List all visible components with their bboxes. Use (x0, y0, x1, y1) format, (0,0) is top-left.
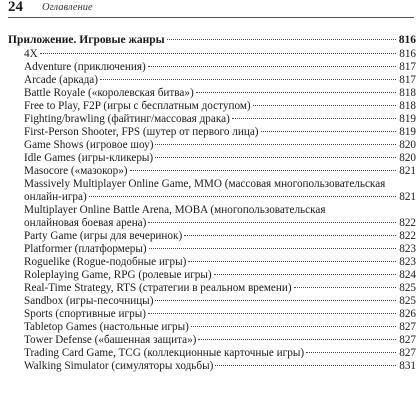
toc-entry-page: 831 (399, 360, 416, 372)
toc-entry (8, 308, 416, 321)
toc-entries (8, 48, 416, 373)
leader-dots (294, 287, 397, 288)
toc-entry-label: Tabletop Games (настольные игры) (24, 321, 189, 333)
toc-entry-label: Game Shows (игровое шоу) (24, 139, 154, 151)
toc-entry-page: 822 (399, 217, 416, 229)
toc-entry-page: 827 (399, 321, 416, 333)
toc-entry (8, 269, 416, 282)
toc-entry (8, 347, 416, 360)
toc-entry-label: Fighting/brawling (файтинг/массовая драка) (24, 113, 230, 125)
toc-entry-label: Party Game (игры для вечеринок) (24, 230, 183, 242)
toc-section-page: 816 (398, 34, 416, 46)
toc-entry (8, 256, 416, 269)
page-number: 24 (8, 0, 23, 15)
running-title: Оглавление (42, 2, 93, 13)
leader-dots (214, 274, 397, 275)
toc-entry (8, 139, 416, 152)
toc-entry-label: Sandbox (игры-песочницы) (24, 295, 154, 307)
leader-dots (100, 79, 396, 80)
leader-dots (155, 300, 396, 301)
leader-dots (89, 196, 397, 197)
toc-entry (8, 87, 416, 100)
leader-dots (148, 222, 396, 223)
leader-dots (306, 352, 396, 353)
leader-dots (253, 105, 397, 106)
toc-entry-page: 818 (399, 100, 416, 112)
toc-entry (8, 334, 416, 347)
toc-entry-page: 825 (399, 295, 416, 307)
toc-entry-page: 827 (399, 334, 416, 346)
toc-entry (8, 113, 416, 126)
toc-entry-label: Free to Play, F2P (игры с бесплатным доступом) (24, 100, 251, 112)
toc-entry-label: Tower Defense («башенная защита») (24, 334, 197, 346)
toc-entry-page: 817 (399, 61, 416, 73)
toc-entry (8, 295, 416, 308)
toc-entry-page: 827 (399, 347, 416, 359)
leader-dots (149, 248, 397, 249)
toc-entry (8, 178, 416, 204)
toc-entry-label-line2: онлайн-игра) (24, 191, 87, 203)
leader-dots (196, 92, 397, 93)
toc-entry-label: Sports (спортивные игры) (24, 308, 146, 320)
leader-dots (40, 53, 397, 54)
toc-entry-label-line2: онлайновая боевая арена) (24, 217, 147, 229)
page-header (8, 0, 414, 18)
toc-entry-page: 822 (399, 230, 416, 242)
leader-dots (215, 365, 396, 366)
toc-entry-page: 826 (399, 308, 416, 320)
toc-entry (8, 165, 416, 178)
toc-entry (8, 243, 416, 256)
toc-entry-label: Trading Card Game, TCG (коллекционные карточные игры) (24, 347, 305, 359)
toc-entry (8, 126, 416, 139)
toc-entry-label: Platformer (платформеры) (24, 243, 147, 255)
table-of-contents (8, 34, 416, 373)
leader-dots (167, 39, 396, 40)
leader-dots (261, 131, 397, 132)
toc-entry-label: 4X (24, 48, 38, 60)
leader-dots (198, 339, 396, 340)
toc-entry-page: 817 (399, 74, 416, 86)
leader-dots (130, 170, 397, 171)
toc-entry-label: Walking Simulator (симуляторы ходьбы) (24, 360, 214, 372)
toc-entry (8, 230, 416, 243)
toc-section-label: Приложение. Игровые жанры (8, 34, 165, 46)
toc-entry-label-line1: Multiplayer Online Battle Arena, MOBA (многопользовательская (24, 204, 326, 216)
toc-entry-label: Masocore («мазокор») (24, 165, 128, 177)
toc-entry (8, 61, 416, 74)
leader-dots (191, 326, 396, 327)
toc-entry-label-line1: Massively Multiplayer Online Game, MMO (массовая многопользовательская (24, 178, 386, 190)
toc-entry-page: 821 (399, 165, 416, 177)
toc-entry-page: 820 (399, 139, 416, 151)
toc-entry (8, 204, 416, 230)
toc-entry (8, 360, 416, 373)
toc-entry-page: 821 (399, 191, 416, 203)
toc-entry (8, 100, 416, 113)
toc-section-heading (8, 34, 416, 47)
toc-entry-page: 819 (399, 126, 416, 138)
leader-dots (148, 66, 397, 67)
toc-entry (8, 282, 416, 295)
toc-entry (8, 152, 416, 165)
toc-entry (8, 321, 416, 334)
leader-dots (155, 144, 396, 145)
leader-dots (148, 313, 396, 314)
toc-entry (8, 48, 416, 61)
toc-entry-page: 820 (399, 152, 416, 164)
toc-entry-label: Adventure (приключения) (24, 61, 146, 73)
toc-entry-label: Roguelike (Rogue-подобные игры) (24, 256, 187, 268)
leader-dots (184, 235, 396, 236)
toc-entry-page: 818 (399, 87, 416, 99)
toc-entry-page: 823 (399, 256, 416, 268)
toc-entry-label: Real-Time Strategy, RTS (стратегии в реальном времени) (24, 282, 292, 294)
toc-entry-page: 824 (399, 269, 416, 281)
toc-entry-label: Arcade (аркада) (24, 74, 98, 86)
toc-entry-label: First-Person Shooter, FPS (шутер от первого лица) (24, 126, 259, 138)
leader-dots (188, 261, 396, 262)
toc-entry-page: 816 (399, 48, 416, 60)
toc-entry-page: 819 (399, 113, 416, 125)
toc-entry (8, 74, 416, 87)
toc-entry-label: Battle Royale («королевская битва») (24, 87, 194, 99)
toc-entry-label: Idle Games (игры-кликеры) (24, 152, 154, 164)
leader-dots (232, 118, 396, 119)
toc-entry-page: 825 (399, 282, 416, 294)
leader-dots (155, 157, 396, 158)
toc-entry-label: Roleplaying Game, RPG (ролевые игры) (24, 269, 212, 281)
toc-entry-page: 823 (399, 243, 416, 255)
